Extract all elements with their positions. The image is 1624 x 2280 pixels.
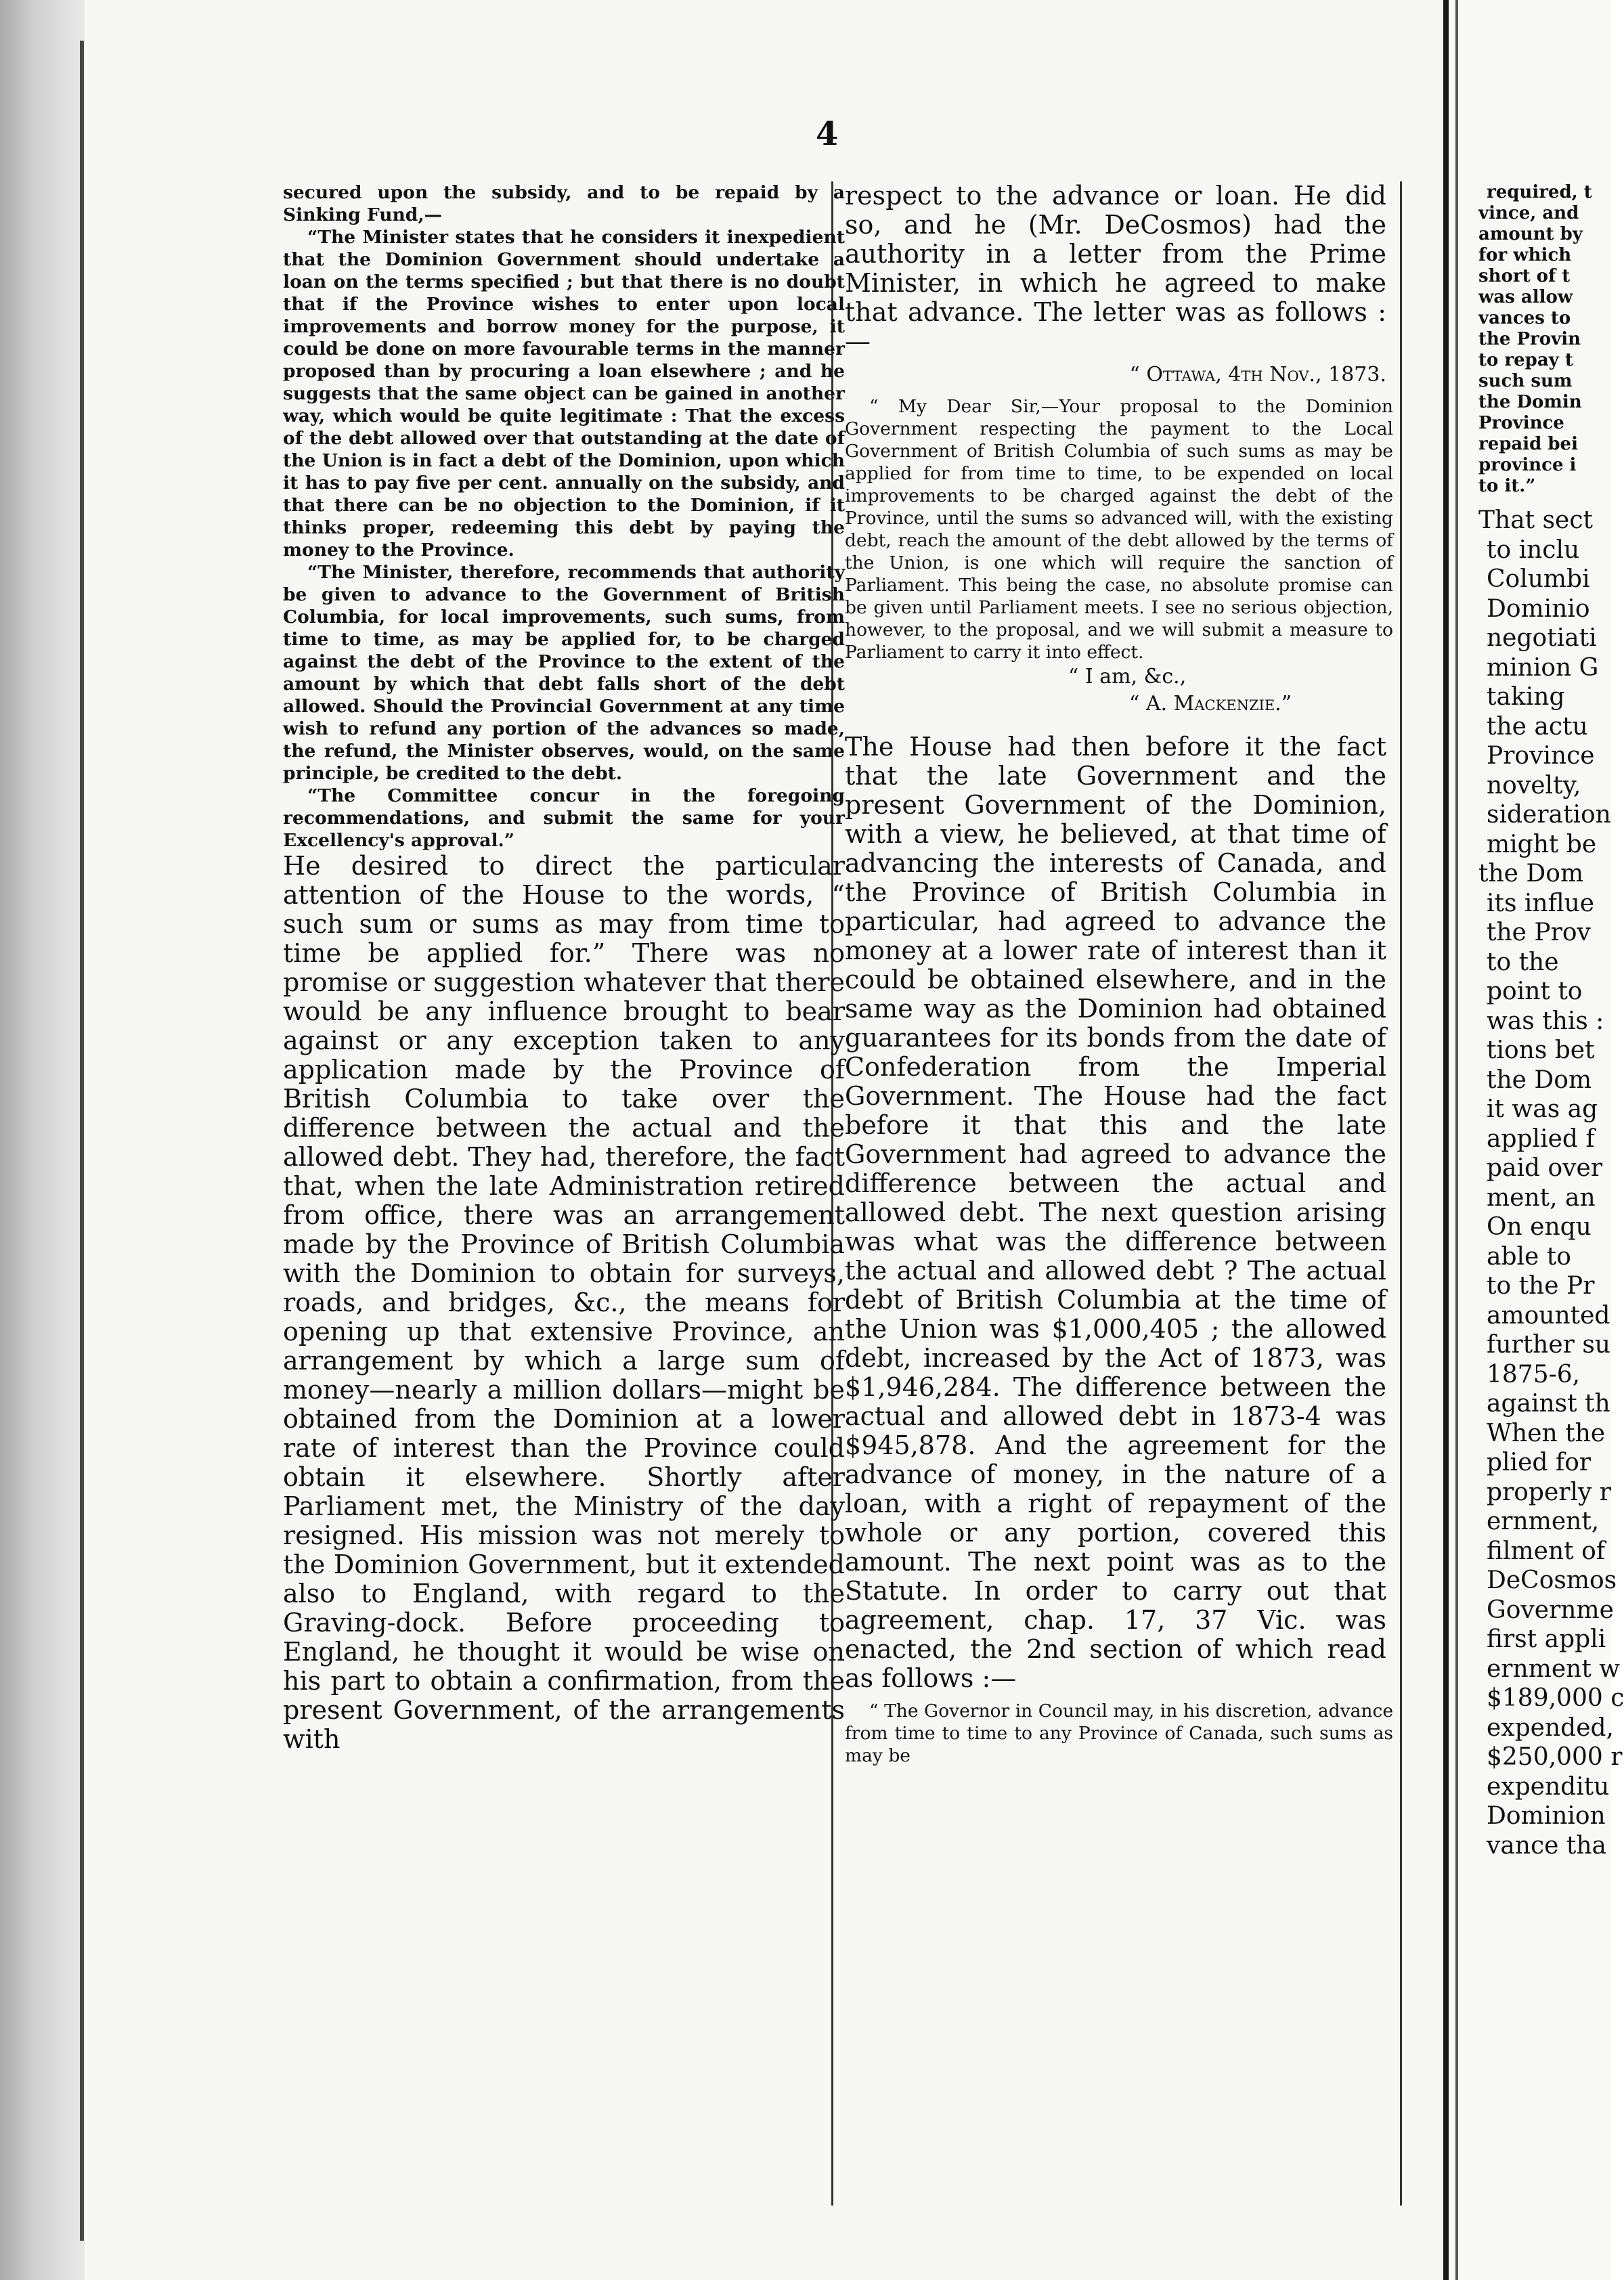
fragment-line: required, t: [1487, 182, 1592, 202]
fragment-line: was this :: [1487, 1007, 1604, 1035]
fragment-line: the Dom: [1487, 1066, 1592, 1094]
fragment-line: might be: [1487, 830, 1597, 858]
body-paragraph: The House had then before it the fact that the late Government and the present Government of the Dominion, with a view, he believed, at that time of advancing the interests of Canada, and the Province of British Columbia in particular, had agreed to advance the money at a lower rate of interest than it could be obtained elsewhere, and in the same way as the Dominion had obtained guarantees for its bonds from the date of Confederation from the Imperial Government. The House had the fact before it that this and the late Government had agreed to advance the difference between the actual and allowed debt. The next question arising was what was the difference between the actual and allowed debt ? The actual debt of British Columbia at the time of the Union was $1,000,405 ; the allowed debt, increased by the Act of 1873, was $1,946,284. The difference between the actual and allowed debt in 1873-4 was $945,878. And the agreement for the advance of money, in the nature of a loan, with a right of repayment of the whole or any portion, covered this amount. The next point was as to the Statute. In order to carry out that agreement, chap. 17, 37 Vic. was enacted, the 2nd section of which read as follows :—: [845, 732, 1386, 1693]
fragment-line: properly r: [1487, 1478, 1611, 1506]
paragraph: secured upon the subsidy, and to be repaid by a Sinking Fund,—: [283, 182, 845, 225]
fragment-line: taking: [1487, 683, 1565, 711]
fragment-line: point to: [1487, 978, 1583, 1005]
fragment-line: When the: [1487, 1419, 1606, 1447]
fragment-line: amounted: [1487, 1301, 1610, 1330]
fragment-line: expended,: [1487, 1713, 1614, 1742]
column-2: [845, 181, 1413, 2226]
body-paragraph: respect to the advance or loan. He did so, and he (Mr. DeCosmos) had the authority in a letter from the Prime Minister, in which he agreed to make that advance. The letter was as follows :—: [845, 181, 1386, 356]
fragment-line: further su: [1487, 1331, 1610, 1359]
fragment-line: repaid bei: [1478, 434, 1578, 454]
fragment-line: novelty,: [1487, 771, 1581, 799]
fragment-line: On enqu: [1487, 1213, 1592, 1241]
fragment-line: ernment,: [1487, 1508, 1600, 1535]
page-number: 4: [816, 115, 839, 153]
fragment-line: against th: [1487, 1390, 1610, 1418]
fragment-line: paid over: [1487, 1154, 1603, 1182]
fragment-line: to repay t: [1478, 350, 1573, 370]
fragment-line: 1875-6,: [1487, 1360, 1581, 1388]
quote-paragraph: “The Committee concur in the foregoing recommendations, and submit the same for your Excellency's approval.”: [283, 785, 845, 851]
fragment-line: ment, an: [1487, 1183, 1596, 1212]
fragment-line: sideration: [1487, 801, 1611, 829]
fragment-line: province i: [1478, 455, 1577, 475]
fragment-line: its influe: [1487, 889, 1595, 917]
fragment-line: the actu: [1487, 712, 1588, 741]
fragment-line: Columbi: [1487, 565, 1590, 593]
fragment-line: amount by: [1478, 224, 1583, 244]
fragment-line: vances to: [1478, 308, 1571, 328]
fragment-line: $189,000 c: [1487, 1684, 1624, 1712]
fragment-line: That sect: [1478, 506, 1593, 534]
fragment-line: Province: [1487, 742, 1595, 770]
fragment-line: vance tha: [1487, 1831, 1607, 1860]
page-edge-line: [80, 41, 84, 2241]
fragment-line: tions bet: [1487, 1036, 1595, 1064]
fragment-line: short of t: [1478, 266, 1571, 286]
fragment-line: vince, and: [1478, 203, 1579, 223]
fragment-line: able to: [1487, 1242, 1571, 1271]
statute-quote: “ The Governor in Council may, in his discretion, advance from time to time to any Province of Canada, such sums as may be: [845, 1701, 1393, 1766]
letter-dateline: “ Ottawa, 4th Nov., 1873.: [1129, 363, 1386, 387]
fragment-line: first appli: [1487, 1625, 1606, 1653]
fragment-line: Governme: [1487, 1596, 1614, 1624]
fragment-line: plied for: [1487, 1449, 1592, 1476]
fragment-line: Province: [1478, 413, 1564, 433]
fragment-line: DeCosmos: [1487, 1566, 1617, 1594]
page-gutter-line: [1455, 0, 1458, 2280]
fragment-line: was allow: [1478, 287, 1573, 307]
fragment-line: to inclu: [1487, 535, 1580, 564]
fragment-line: ernment w: [1487, 1654, 1621, 1683]
column-3-fragment: [1462, 181, 1624, 2233]
letter-signature: “ A. Mackenzie.”: [1129, 692, 1292, 716]
letter-body: “ My Dear Sir,—Your proposal to the Dominion Government respecting the payment to the Local Government of British Columbia of such sums as may be applied for from time to time, to be expended on local improvements to be charged against the debt of the Province, until the sums so advanced will, with the existing debt, reach the amount of the debt allowed by the terms of the Union, is one which will require the sanction of Parliament. This being the case, no absolute promise can be given until Parliament meets. I see no serious objection, however, to the proposal, and we will submit a measure to Parliament to carry it into effect.: [845, 396, 1393, 663]
fragment-line: it was ag: [1487, 1095, 1598, 1123]
fragment-line: expenditu: [1487, 1772, 1610, 1801]
fragment-line: negotiati: [1487, 624, 1597, 652]
quote-paragraph: “The Minister states that he considers it inexpedient that the Dominion Government should undertake a loan on the terms specified ; but that there is no doubt that if the Province wishes to enter upon local improvements and borrow money for the purpose, it could be done on more favourable terms in the manner proposed than by procuring a loan elsewhere ; and he suggests that the same object can be gained in another way, which would be quite legitimate : That the excess of the debt allowed over that outstanding at the date of the Union is in fact a debt of the Dominion, upon which it has to pay five per cent. annually on the subsidy, and that there can be no objection to the Dominion, if it thinks proper, redeeming this debt by paying the money to the Province.: [283, 227, 845, 561]
quote-paragraph: “The Minister, therefore, recommends that authority be given to advance to the Government of British Columbia, for local improvements, such sums, from time to time, as may be applied for, to be charged against the debt of the Province to the extent of the amount by which that debt falls short of the debt allowed. Should the Provincial Government at any time wish to refund any portion of the advances so made, the refund, the Minister observes, would, on the same principle, be credited to the debt.: [283, 562, 845, 784]
scan-left-border: [0, 0, 85, 2280]
fragment-line: the Domin: [1478, 392, 1582, 412]
fragment-line: to it.”: [1478, 476, 1536, 496]
body-paragraph: He desired to direct the particular attention of the House to the words, “ such sum or sums as may from time to time be applied for.” There was no promise or suggestion whatever that there would be any influence brought to bear against or any exception taken to any application made by the Province of British Columbia to take over the difference between the actual and the allowed debt. They had, therefore, the fact that, when the late Administration retired from office, there was an arrangement made by the Province of British Columbia with the Dominion to obtain for surveys, roads, and bridges, &c., the means for opening up that extensive Province, an arrangement by which a large sum of money—nearly a million dollars—might be obtained from the Dominion at a lower rate of interest than the Province could obtain it elsewhere. Shortly after Parliament met, the Ministry of the day resigned. His mission was not merely to the Dominion Government, but it extended also to England, with regard to the Graving-dock. Before proceeding to England, he thought it would be wise on his part to obtain a confirmation, from the present Government, of the arrangements with: [283, 851, 845, 1754]
fragment-line: for which: [1478, 245, 1572, 265]
fragment-line: Dominio: [1487, 594, 1590, 623]
fragment-line: the Dom: [1478, 860, 1584, 887]
fragment-line: filment of: [1487, 1537, 1606, 1565]
fragment-line: the Provin: [1478, 329, 1581, 349]
fragment-line: $250,000 r: [1487, 1743, 1623, 1771]
fragment-line: minion G: [1487, 653, 1599, 682]
column-1: [283, 181, 845, 2226]
fragment-line: to the: [1487, 948, 1559, 976]
letter-closing: “ I am, &c.,: [1068, 665, 1187, 688]
fragment-line: Dominion: [1487, 1802, 1606, 1830]
fragment-line: applied f: [1487, 1124, 1595, 1153]
fragment-line: to the Pr: [1487, 1272, 1595, 1300]
fragment-line: such sum: [1478, 371, 1573, 391]
fragment-line: the Prov: [1487, 919, 1591, 946]
